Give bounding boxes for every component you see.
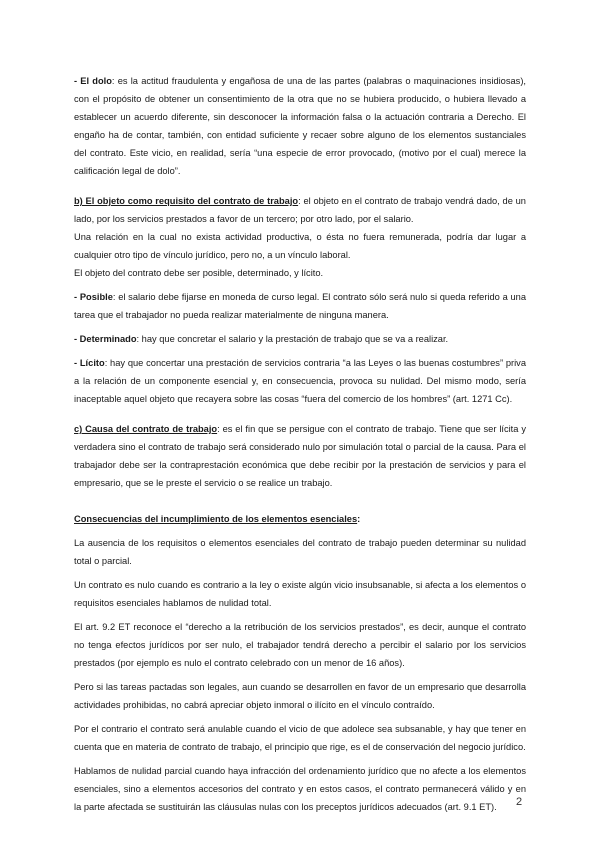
causa-heading: c) Causa del contrato de trabajo (74, 424, 218, 434)
objeto-heading: b) El objeto como requisito del contrato de trabajo (74, 196, 299, 206)
objeto-intro-text: : el objeto en el contrato de trabajo vendrá dado, de un lado, por los servicios prestados a favor de un tercero; por otro lado, por el salario. (74, 196, 526, 224)
licito-paragraph (74, 354, 526, 408)
consecuencias-paragraph-2: Un contrato es nulo cuando es contrario a la ley o existe algún vicio insubsanable, si afecta a los elementos o requisitos esenciales hablamos de nulidad total. (74, 580, 526, 608)
consecuencias-paragraph-1: La ausencia de los requisitos o elementos esenciales del contrato de trabajo pueden determinar su nulidad total o parcial. (74, 538, 526, 566)
consecuencias-colon: : (357, 514, 361, 524)
causa-paragraph (74, 420, 526, 492)
consecuencias-heading-line (74, 510, 526, 528)
causa-text: : es el fin que se persigue con el contrato de trabajo. Tiene que ser lícita y verdadera sino el contrato de trabajo será considerado nulo por simulación total o parcial de la causa. Para el trabajador debe ser la contraprestación económica que debe recibir por la prestación de servicios y para el empresario, que se le preste el servicio o se realice un trabajo. (74, 424, 526, 488)
posible-paragraph (74, 288, 526, 324)
page-content (74, 72, 526, 816)
page-number: 2 (516, 796, 523, 808)
dolo-paragraph (74, 72, 526, 180)
posible-text: : el salario debe fijarse en moneda de curso legal. El contrato sólo será nulo si queda referido a una tarea que el trabajador no pueda realizar materialmente de ninguna manera. (74, 292, 526, 320)
licito-term: - Lícito (74, 358, 105, 368)
determinado-text: : hay que concretar el salario y la prestación de trabajo que se va a realizar. (136, 334, 449, 344)
consecuencias-paragraph-4: Pero si las tareas pactadas son legales, aun cuando se desarrollen en favor de un empresario que desarrolla actividades prohibidas, no cabrá apreciar objeto inmoral o ilícito en el vínculo contraído. (74, 682, 526, 710)
posible-term: - Posible (74, 292, 113, 302)
determinado-term: - Determinado (74, 334, 137, 344)
dolo-term: - El dolo (74, 76, 112, 86)
consecuencias-paragraph-5: Por el contrario el contrato será anulable cuando el vicio de que adolece sea subsanable, y hay que tener en cuenta que en materia de contrato de trabajo, el principio que rige, es el de conservación del negocio jurídico. (74, 724, 526, 752)
licito-text: : hay que concertar una prestación de servicios contraria “a las Leyes o las buenas costumbres” priva a la relación de un componente esencial y, en consecuencia, provoca su nulidad. Del mismo modo, sería inaceptable aquel objeto que recayera sobre las cosas “fuera del comercio de los hombres” (art. 1271 Cc). (74, 358, 526, 404)
consecuencias-heading: Consecuencias del incumplimiento de los elementos esenciales (74, 514, 358, 524)
dolo-text: : es la actitud fraudulenta y engañosa de una de las partes (palabras o maquinaciones insidiosas), con el propósito de obtener un consentimiento de la otra que no se hubiera producido, o hubiera llevado a establecer un acuerdo diferente, sin desconocer la información falsa o la actuación contraria a Derecho. El engaño ha de contar, también, con entidad suficiente y recaer sobre alguno de los elementos sustanciales del contrato. Este vicio, en realidad, sería “una especie de error provocado, (motivo por el cual) merece la calificación legal de dolo”. (74, 76, 526, 176)
objeto-line-2: Una relación en la cual no exista actividad productiva, o ésta no fuera remunerada, podría dar lugar a cualquier otro tipo de vínculo jurídico, pero no, a un vínculo laboral. (74, 232, 526, 260)
objeto-intro-paragraph (74, 192, 526, 228)
determinado-paragraph (74, 330, 526, 348)
consecuencias-paragraph-6: Hablamos de nulidad parcial cuando haya infracción del ordenamiento jurídico que no afecte a los elementos esenciales, sino a elementos accesorios del contrato y en estos casos, el contrato permanecerá válido y en la parte afectada se sustituirán las cláusulas nulas con los preceptos jurídicos adecuados (art. 9.1 ET). (74, 766, 526, 812)
objeto-line-3: El objeto del contrato debe ser posible, determinado, y lícito. (74, 268, 324, 278)
consecuencias-paragraph-3: El art. 9.2 ET reconoce el “derecho a la retribución de los servicios prestados”, es decir, aunque el contrato no tenga efectos jurídicos por ser nulo, el trabajador tendrá derecho a percibir el salario por los servicios prestados (por ejemplo es nulo el contrato celebrado con un menor de 16 años). (74, 622, 526, 668)
